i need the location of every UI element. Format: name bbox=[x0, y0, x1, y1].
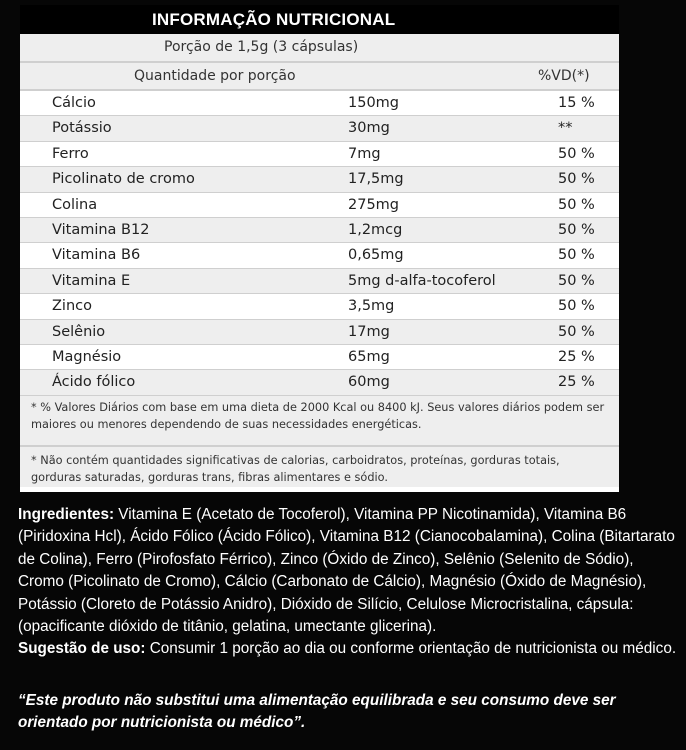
nutrient-name: Cálcio bbox=[52, 95, 96, 111]
nutrient-name: Colina bbox=[52, 196, 98, 213]
nutrient-amount: 5mg d-alfa-tocoferol bbox=[348, 272, 496, 289]
nutrient-vd: 50 % bbox=[558, 221, 595, 238]
nutrient-amount: 17mg bbox=[348, 323, 390, 340]
usage-text: Consumir 1 porção ao dia ou conforme orientação de nutricionista ou médico. bbox=[145, 640, 677, 658]
nutrient-name: Ácido fólico bbox=[52, 374, 136, 391]
nutrient-amount: 7mg bbox=[348, 145, 381, 162]
serving-size: Porção de 1,5g (3 cápsulas) bbox=[20, 34, 619, 63]
table-row bbox=[20, 142, 619, 167]
nutrient-amount: 60mg bbox=[348, 374, 390, 391]
table-header-row bbox=[20, 63, 619, 91]
usage-paragraph bbox=[18, 638, 680, 660]
table-row bbox=[20, 370, 619, 395]
ingredients-section bbox=[18, 504, 680, 661]
daily-values-note: * % Valores Diários com base em uma dieta de 2000 Kcal ou 8400 kJ. Seus valores diários podem ser maiores ou menores dependendo de suas necessidades energéticas. bbox=[20, 396, 619, 447]
nutrient-name: Vitamina E bbox=[52, 272, 131, 289]
nutrient-vd: 50 % bbox=[558, 196, 595, 213]
nutrient-amount: 0,65mg bbox=[348, 247, 404, 264]
nutrition-facts-table bbox=[20, 5, 619, 492]
nutrient-name: Vitamina B12 bbox=[52, 221, 150, 238]
nutrient-vd: ** bbox=[558, 120, 573, 137]
quantity-header: Quantidade por porção bbox=[134, 68, 296, 84]
table-title: INFORMAÇÃO NUTRICIONAL bbox=[20, 5, 619, 34]
nutrient-name: Picolinato de cromo bbox=[52, 171, 195, 188]
nutrient-name: Selênio bbox=[52, 323, 106, 340]
table-row bbox=[20, 294, 619, 319]
table-row bbox=[20, 218, 619, 243]
nutrient-name: Ferro bbox=[52, 145, 89, 162]
nutrient-vd: 50 % bbox=[558, 298, 595, 315]
nutrient-vd: 50 % bbox=[558, 145, 595, 162]
nutrient-name: Magnésio bbox=[52, 348, 122, 365]
nutrient-name: Vitamina B6 bbox=[52, 247, 141, 264]
nutrient-vd: 50 % bbox=[558, 272, 595, 289]
usage-label: Sugestão de uso: bbox=[18, 640, 146, 658]
nutrient-amount: 3,5mg bbox=[348, 298, 395, 315]
vd-header: %VD(*) bbox=[538, 68, 590, 84]
nutrient-vd: 50 % bbox=[558, 171, 595, 188]
not-significant-note: * Não contém quantidades significativas de calorias, carboidratos, proteínas, gorduras totais, gorduras saturadas, gorduras trans, fibras alimentares e sódio. bbox=[20, 447, 619, 487]
ingredients-label: Ingredientes: bbox=[18, 506, 115, 523]
nutrient-amount: 275mg bbox=[348, 196, 400, 213]
table-row bbox=[20, 167, 619, 192]
nutrient-amount: 30mg bbox=[348, 120, 390, 137]
table-row bbox=[20, 91, 619, 116]
table-row bbox=[20, 345, 619, 370]
nutrient-vd: 25 % bbox=[558, 374, 595, 391]
nutrient-amount: 150mg bbox=[348, 95, 400, 111]
ingredients-text: Vitamina E (Acetato de Tocoferol), Vitamina PP Nicotinamida), Vitamina B6 (Piridoxina Hcl), Ácido Fólico (Ácido Fólico), Vitamina B12 (Cianocobalamina), Colina (Bitartarato de Colina), Ferro (Pirofosfato Férrico), Zinco (Óxido de Zinco), Selênio (Selenito de Sódio), Cromo (Picolinato de Cromo), Cálcio (Carbonato de Cálcio), Magnésio (Óxido de Magnésio), Potássio (Cloreto de Potássio Anidro), Dióxido de Silício, Celulose Microcristalina, cápsula: (opacificante dióxido de titânio, gelatina, umectante glicerina). bbox=[18, 506, 675, 636]
nutrient-name: Zinco bbox=[52, 298, 92, 315]
nutrient-amount: 1,2mcg bbox=[348, 221, 403, 238]
ingredients-paragraph bbox=[18, 504, 680, 638]
nutrient-vd: 15 % bbox=[558, 95, 595, 111]
table-row bbox=[20, 116, 619, 141]
table-row bbox=[20, 269, 619, 294]
table-row bbox=[20, 243, 619, 268]
nutrient-amount: 17,5mg bbox=[348, 171, 404, 188]
nutrient-rows bbox=[20, 91, 619, 396]
table-row bbox=[20, 320, 619, 345]
nutrient-amount: 65mg bbox=[348, 348, 390, 365]
table-row bbox=[20, 193, 619, 218]
nutrient-vd: 50 % bbox=[558, 247, 595, 264]
disclaimer-text: “Este produto não substitui uma alimentação equilibrada e seu consumo deve ser orientado por nutricionista ou médico”. bbox=[18, 692, 616, 732]
nutrient-vd: 50 % bbox=[558, 323, 595, 340]
nutrient-vd: 25 % bbox=[558, 348, 595, 365]
nutrient-name: Potássio bbox=[52, 120, 112, 137]
